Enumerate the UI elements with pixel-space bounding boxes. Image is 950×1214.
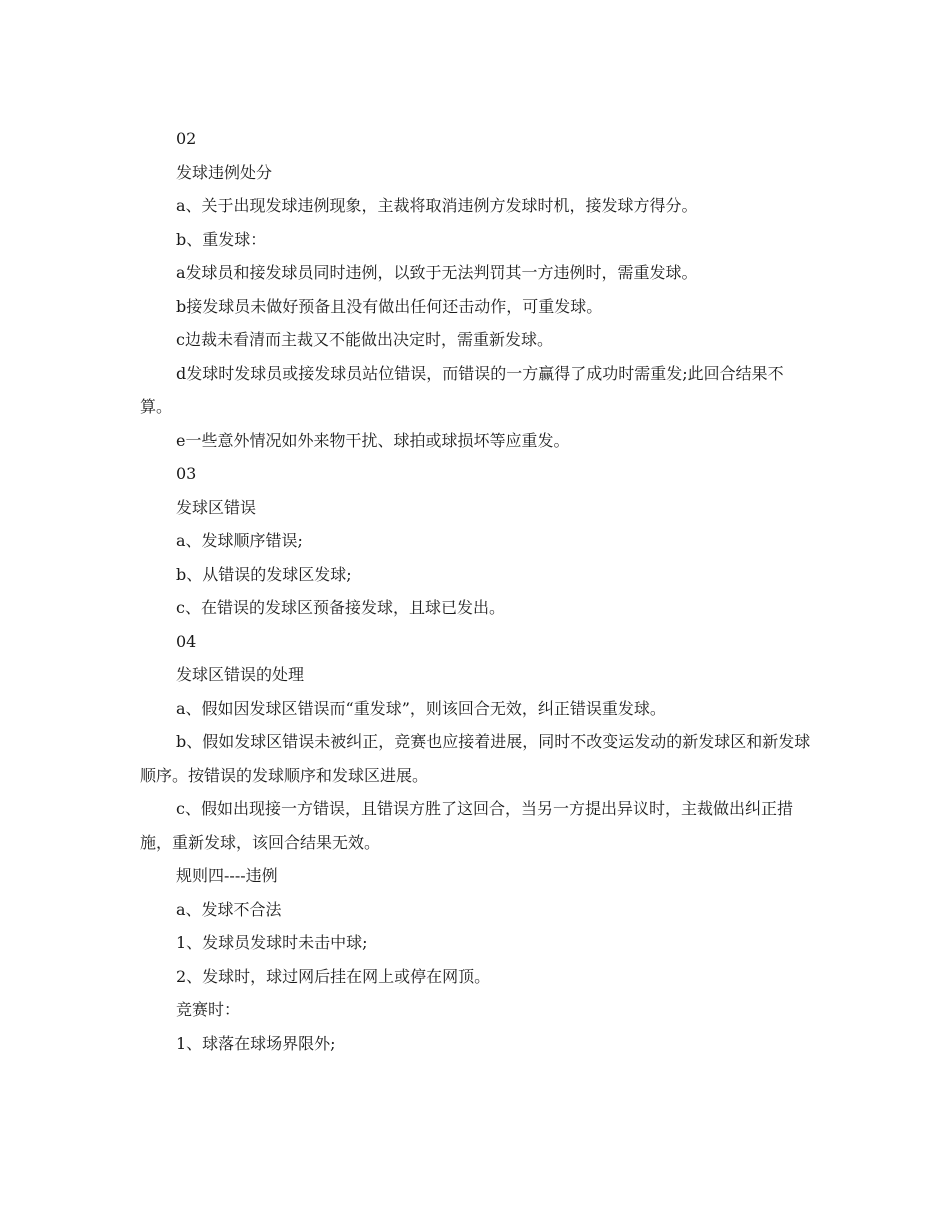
paragraph-reserve-e: e一些意外情况如外来物干扰、球拍或球损坏等应重发。 — [176, 430, 570, 450]
paragraph-reserve-a: a发球员和接发球员同时违例，以致于无法判罚其一方违例时，需重发球。 — [176, 263, 698, 282]
document-body — [140, 122, 812, 1060]
paragraph-during-match-1: 1、球落在球场界限外; — [176, 1033, 336, 1053]
section-heading-rule-four: 规则四----违例 — [176, 866, 278, 885]
section-heading-serve-violation-penalty: 发球违例处分 — [176, 162, 273, 182]
section-heading-service-court-error: 发球区错误 — [176, 497, 257, 517]
section-heading-court-error-handling: 发球区错误的处理 — [176, 665, 305, 684]
paragraph-illegal-serve: a、发球不合法 — [176, 899, 282, 919]
paragraph-reserve-heading: b、重发球： — [176, 229, 267, 249]
section-number-04: 04 — [176, 631, 197, 651]
paragraph-court-error-a: a、发球顺序错误; — [176, 531, 303, 550]
paragraph-illegal-serve-1: 1、发球员发球时未击中球; — [176, 933, 368, 952]
paragraph-illegal-serve-2: 2、发球时，球过网后挂在网上或停在网顶。 — [176, 966, 491, 986]
paragraph-during-match: 竞赛时： — [176, 1000, 241, 1019]
section-number-02: 02 — [176, 129, 197, 148]
paragraph-reserve-b: b接发球员未做好预备且没有做出任何还击动作，可重发球。 — [176, 296, 603, 316]
paragraph-handling-b: b、假如发球区错误未被纠正，竞赛也应接着进展，同时不改变运发动的新发球区和新发球顺序。按错误的发球顺序和发球区进展。 — [140, 732, 811, 785]
paragraph-court-error-c: c、在错误的发球区预备接发球，且球已发出。 — [176, 598, 505, 617]
paragraph-serve-violation-a: a、关于出现发球违例现象，主裁将取消违例方发球时机，接发球方得分。 — [176, 196, 698, 215]
section-number-03: 03 — [176, 464, 197, 483]
paragraph-handling-a: a、假如因发球区错误而“重发球”，则该回合无效，纠正错误重发球。 — [176, 698, 666, 718]
paragraph-court-error-b: b、从错误的发球区发球; — [176, 564, 352, 584]
paragraph-reserve-c: c边裁未看清而主裁又不能做出决定时，需重新发球。 — [176, 330, 553, 349]
paragraph-reserve-d: d发球时发球员或接发球员站位错误，而错误的一方赢得了成功时需重发;此回合结果不算。 — [140, 363, 784, 416]
paragraph-handling-c: c、假如出现接一方错误，且错误方胜了这回合，当另一方提出异议时，主裁做出纠正措施，重新发球，该回合结果无效。 — [140, 799, 793, 852]
